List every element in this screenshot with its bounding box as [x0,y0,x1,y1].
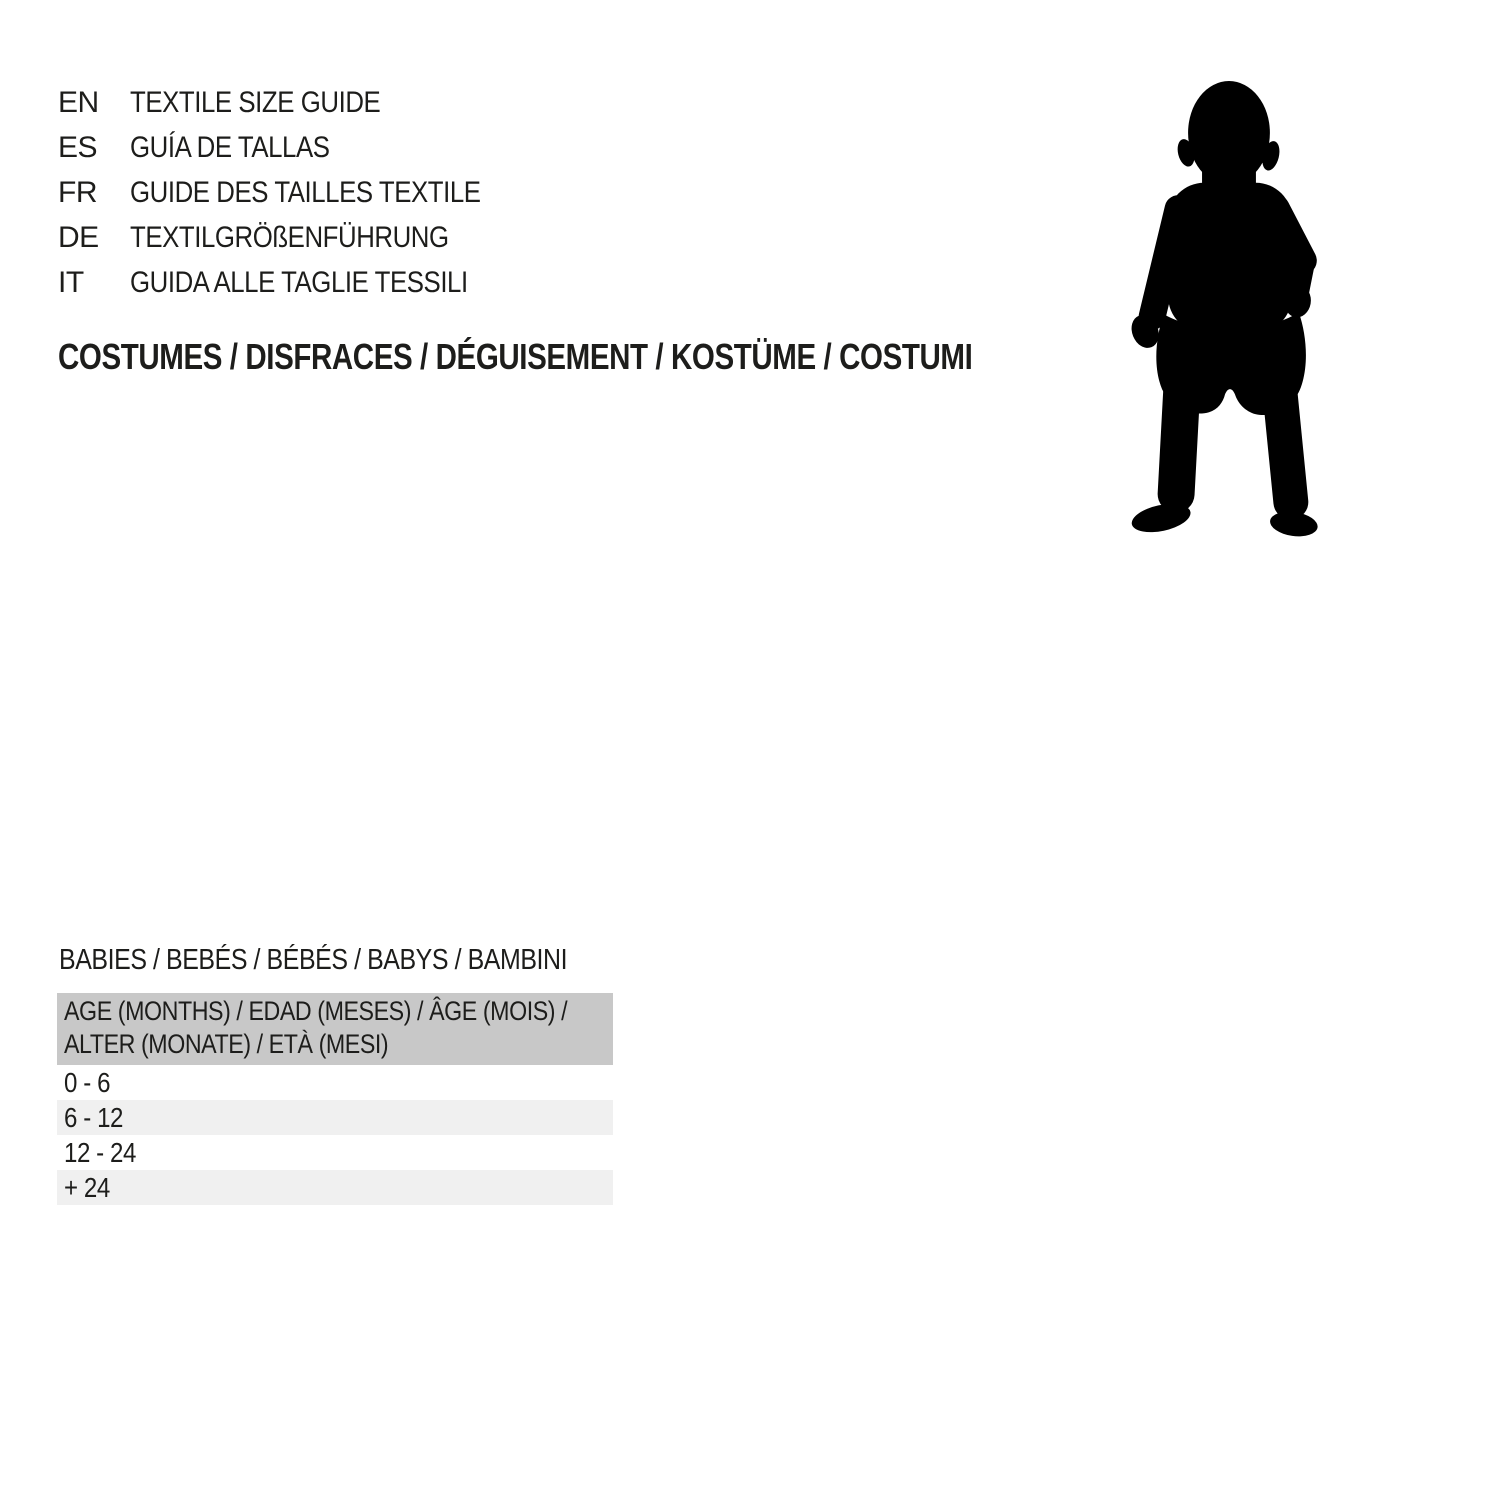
language-row-es [58,125,538,170]
language-row-en [58,80,538,125]
language-title: TEXTILGRÖßENFÜHRUNG [130,220,449,254]
section-title-text: BABIES / BEBÉS / BÉBÉS / BABYS / BAMBINI [59,944,568,976]
baby-silhouette-icon [1128,79,1318,538]
age-range-value: 6 - 12 [64,1102,124,1133]
language-title: TEXTILE SIZE GUIDE [130,85,381,119]
language-title: GUIDE DES TAILLES TEXTILE [130,175,481,209]
table-header-line1: AGE (MONTHS) / EDAD (MESES) / ÂGE (MOIS) / [64,996,568,1026]
category-title-text: COSTUMES / DISFRACES / DÉGUISEMENT / KOSTÜME / COSTUMI [58,336,973,377]
size-table [57,993,613,1205]
language-code: IT [58,265,84,299]
babies-size-table-section [57,941,613,1205]
table-row-age-24-plus [57,1170,613,1205]
table-header-line2: ALTER (MONATE) / ETÀ (MESI) [64,1029,389,1059]
table-row-age-12-24 [57,1135,613,1170]
age-range-value: 0 - 6 [64,1067,111,1098]
language-code: FR [58,175,97,209]
age-range-value: 12 - 24 [64,1137,136,1168]
section-title [59,941,613,979]
category-title [58,336,1173,378]
table-row-age-0-6 [57,1065,613,1100]
language-row-fr [58,170,538,215]
language-title: GUÍA DE TALLAS [130,130,330,164]
language-code: EN [58,85,99,119]
table-header [57,993,613,1065]
age-range-value: + 24 [64,1172,110,1203]
language-code: DE [58,220,99,254]
language-title-list [58,80,538,305]
language-code: ES [58,130,98,164]
language-row-de [58,215,538,260]
language-title: GUIDA ALLE TAGLIE TESSILI [130,265,468,299]
table-row-age-6-12 [57,1100,613,1135]
language-row-it [58,260,538,305]
